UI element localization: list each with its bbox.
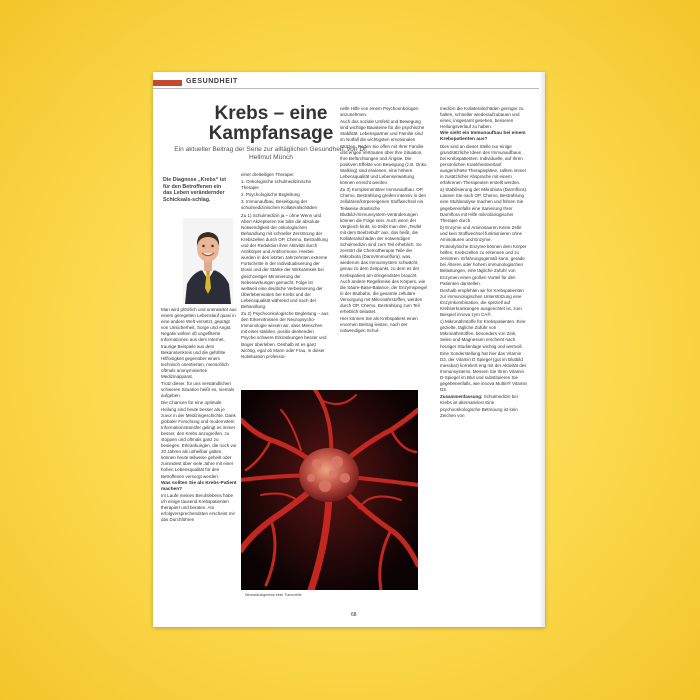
magazine-page [153, 72, 545, 627]
body-paragraph: Dies sind an dieser Stelle nur einige grundsätzliche Ideen des Immunaufbaus bei Krebspatienten. Individuelle, auf Ihren persönlichen Krankheitsverlauf ausgerichtete Therapiepläne, sollten immer in zusätzlicher Absprache mit einem erfahrenen Therapeuten erstellt werden. [440, 143, 527, 186]
body-paragraph: Zu 1) Schulmedizin ja – ohne Wenn und Aber! Akzeptieren Sie bitte die absolute Notwendigkeit der onkologischen Behandlung mit schneller Zerstörung der Krebszellen durch OP, Chemo, Bestrahlung und der Reduktion ihrer Aktivität durch Antikörper und Antihormone. Hierbei wurden in den letzten Jahrzehnten extreme Fortschritte in der Individualisierung der Dosis und der Stärke der Wirksamkeit bei gleichzeitiger Minimierung der Nebenwirkungen gemacht. Folge ist weltweit eine deutliche Verbesserung der Überlebensraten bei Krebs und der Lebensqualität während und nach der Behandlung. [241, 212, 328, 309]
section-label: GESUNDHEIT [186, 78, 238, 85]
body-paragraph: a) Stabilisierung der Mikrobiota (Darmflora). Lassen Sie nach OP, Chemo, Bestrahlung eine Stuhlanalyse machen und führen Sie gegebenenfalls eine Sanierung Ihrer Darmflora mit Hilfe mikrobiologischer Therapie durch. [440, 187, 528, 223]
body-paragraph: Trotz dieser, für uns verständlichen schweren Situation heißt es, niemals aufgeben. [161, 381, 235, 399]
summary-text: Schulmedizin bei Krebs ist alternativlos! Eine psychoonkologische Betreuung ist kein Zeichen von [440, 394, 518, 418]
body-paragraph: Die Chancen für eine optimale Heilung sind heute besser als je zuvor in der Medizingeschichte. Dank globaler Forschung und modernstem Informationstransfer gelingt es immer besser, den Krebs anzugreifen, zu stoppen und oftmals ganz zu besiegen. Erkrankungen, die noch vor 20 Jahren als unheilbar galten, können heute teilweise geheilt oder zumindest über viele Jahre mit einer hohen Lebensqualität für den Betroffenen versorgt werden. [161, 400, 237, 479]
body-paragraph: Eine Sonderstellung hat hier das Vitamin D3, der Vitamin D Spiegel (gut im Blutbild messbar) korreliert eng mit der Aktivität des Immunsystems. Messen Sie Ihren Vitamin D-Spiegel im Blut und substituieren Sie gegebenenfalls, wie innova Multin® Vitamin D3. [440, 350, 528, 393]
body-paragraph: Im Laufe meines Berufslebens habe ich einige tausend Krebspatienten therapiert und beraten. Am erfolgversprechendsten erscheint mir das Durchführen [161, 492, 236, 523]
body-paragraph: Zu 3) Komplementärer Immunaufbau. OP, Chemo, Bestrahlung greifen intensiv in den zellulären/körpereigenen Stoffwechsel ein. Teilweise drastische Blutbild-/Immunsystem-Veränderungen können die Folge sein. Auch wenn der Vergleich hinkt, so treibt man den „Teufel mit dem Beelzebub“ aus, das heißt, die Kollateralschäden der notwendigen Schulmedizin sind zum Teil erheblich. So zerstört die Chemotherapie Teile der Mikrobiota (Darm/Immunflora), was wiederum das Immunsystem schwächt, genau zu dem Zeitpunkt, zu dem es der Krebspatient am dringendsten braucht. Auch andere Regelkreise des Körpers, wie die Säure-Base-Balance, der Enzymspiegel in der Blutbahn, die gesamte zelluläre Versorgung mit Mikronährstoffen, werden durch OP, Chemo, Bestrahlung zum Teil erheblich belastet. [340, 187, 428, 315]
article-title: Krebs – eine Kampfansage [208, 103, 334, 144]
list-item: 3. Immunaufbau, Beseitigung der schulmedizinischen Kollateralschäden [241, 199, 318, 211]
section-color-bar [153, 80, 182, 86]
body-paragraph: Zu 2) Psychoonkologische Begleitung – aus den Erkenntnissen der Neuropsycho-Immunologie wissen wir, dass Menschen mit einer stabilen, positiv denkenden Psyche schwere Erkrankungen besser und länger überleben. Deshalb ist es ganz wichtig, egal ob Mann oder Frau, in dieser Notsituation professio- [241, 311, 329, 359]
subheading: Was sollten Sie als Krebs-Patient machen? [161, 480, 237, 492]
summary-paragraph [440, 394, 528, 418]
body-paragraph: Deshalb empfehlen wir für Krebspatienten zur immunologischen Unterstützung eine Enzymkombination, die speziell auf Krebserkrankungen ausgerichtet ist, zum Beispiel innova zym CA®. [440, 287, 524, 318]
body-paragraph: c) Mikronährstoffe für Krebspatienten. Eine gezielte, tägliche Zufuhr von Mikronährstoffen, besonders von Zink, Selen und Magnesium erscheint nach heutiger Studienlage wichtig und wertvoll. [440, 319, 526, 349]
author-portrait [183, 218, 233, 304]
column-1 [161, 307, 237, 602]
body-paragraph: einer dreiteiligen Therapie: [241, 172, 295, 177]
body-paragraph: nelle Hilfe von einem Psychoonkologen anzunehmen. [340, 106, 419, 118]
body-paragraph: Auch das soziale Umfeld und Bewegung sind wichtige Bausteine für die psychische Stabilität. Lebenspartner und Familie sind im Notfall die wichtigsten emotionalen Stützen. Reden Sie offen mit Ihrer Familie und engen Vertrauten über Ihre Situation, Ihre Befürchtungen und Ängste. Die positiven Effekte von Bewegung (z.B. Onko Walking) sind erwiesen, eine höhere Lebensqualität und Lebenserwartung können erreicht werden. [340, 119, 427, 186]
tumor-illustration [241, 390, 418, 590]
article-subtitle: Ein aktueller Beitrag der Serie zur alltäglichen Gesundheit, von Dr. Hellmut Münch [174, 146, 368, 162]
list-item: 1. Onkologische schulmedizinische Therapie [241, 179, 312, 191]
list-item: 2. Psychologische Begleitung [241, 192, 300, 198]
body-paragraph: Proteolytische Enzyme können dem Körper helfen, Krebszellen zu erkennen und zu zerstören. Erfahrungsgemäß kann, gerade bei Älteren oder hohem immunologischen Belastungen, eine tägliche Zufuhr von Enzymen einen großen Vorteil für den Patienten darstellen. [440, 244, 527, 286]
image-caption: Neovaskulogenese einer Tumorzelle [245, 593, 302, 597]
body-paragraph: Hier können Sie als Krebspatient einen enormen Beitrag leisten, nach der notwendigen Schul- [340, 316, 418, 334]
column-4 [440, 106, 528, 609]
section-rule [153, 88, 545, 89]
body-paragraph: b) Enzyme und Aminosauren Keine Zelle und kein Stoffwechsel funktionieren ohne Aminoäuren und Enzyme. [440, 224, 522, 242]
page-number: 68 [351, 612, 357, 618]
lead-text: Die Diagnose „Krebs“ ist für den Betroffenen ein das Leben verändernder Schicksals-schlag. [163, 177, 226, 203]
column-2 [241, 172, 329, 387]
subheading: Wie sieht ein Immunaufbau bei einem Krebspatienten aus? [440, 131, 526, 143]
body-paragraph: medizin die Kollateralschäden geringer zu halten, schneller wiederaufzubauen und eines, insgesamt gesehen, besseren Heilungsverlauf zu haben. [440, 106, 524, 130]
summary-label: Zusammenfassung: [440, 394, 483, 400]
page-gutter-shadow [539, 72, 545, 627]
body-paragraph: Man wird plötzlich und unerwartet aus einem geregelten Lebenslauf quasi in eine andere Welt versetzt, geprägt von Unsicherheit, Sorge und Angst. Negativ wirken oft ungefilterte Informationen aus dem Internet, traurige Beispiele aus dem Bekanntenkreis und die gefühlte Hilflosigkeit gegenüber einem technisch orientierten, menschlich oftmals anonymisierten Medizinapparat. [161, 307, 237, 380]
